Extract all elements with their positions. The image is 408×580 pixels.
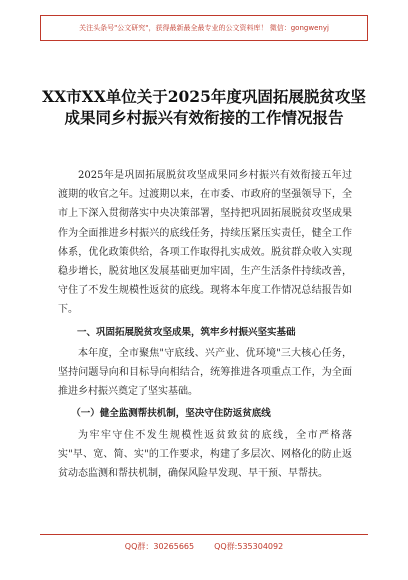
document-body (58, 166, 352, 483)
intro-paragraph: 2025年是巩固拓展脱贫攻坚成果同乡村振兴有效衔接五年过渡期的收官之年。过渡期以来，在市委、市政府的坚强领导下，全市上下深入贯彻落实中央决策部署，坚持把巩固拓展脱贫攻坚成果作为全面推进乡村振兴的底线任务，持续压紧压实责任，健全工作体系，优化政策供给，各项工作取得扎实成效。脱贫群众收入实现稳步增长，脱贫地区发展基础更加牢固，生产生活条件持续改善，守住了不发生规模性返贫的底线。现将本年度工作情况总结报告如下。 (58, 170, 352, 316)
document-title: XX市XX单位关于2025年度巩固拓展脱贫攻坚成果同乡村振兴有效衔接的工作情况报告 (42, 87, 366, 127)
subsection-paragraph: 为牢牢守住不发生规模性返贫致贫的底线，全市严格落实"早、宽、简、实"的工作要求，构建了多层次、网格化的防止返贫动态监测和帮扶机制，确保风险早发现、早干预、早帮扶。 (58, 429, 352, 480)
footer-qq-group-1: QQ群：30265665 (124, 542, 195, 551)
subsection-heading: （一）健全监测帮扶机制，坚决守住防返贫底线 (71, 408, 271, 420)
footer-qq-group-2: QQ群:535304092 (214, 542, 284, 551)
banner-text: 关注头条号"公文研究"，获得最新最全最专业的公文资料库！ 微信：gongwenyj (79, 24, 329, 32)
section-paragraph: 本年度，全市聚焦"守底线、兴产业、优环境"三大核心任务，坚持问题导向和目标导向相结合，统筹推进各项重点工作，为全面推进乡村振兴奠定了坚实基础。 (58, 347, 352, 398)
header-banner (40, 15, 368, 41)
footer-bar (40, 534, 368, 552)
section-heading: 一、巩固拓展脱贫攻坚成果，筑牢乡村振兴坚实基础 (77, 326, 296, 338)
